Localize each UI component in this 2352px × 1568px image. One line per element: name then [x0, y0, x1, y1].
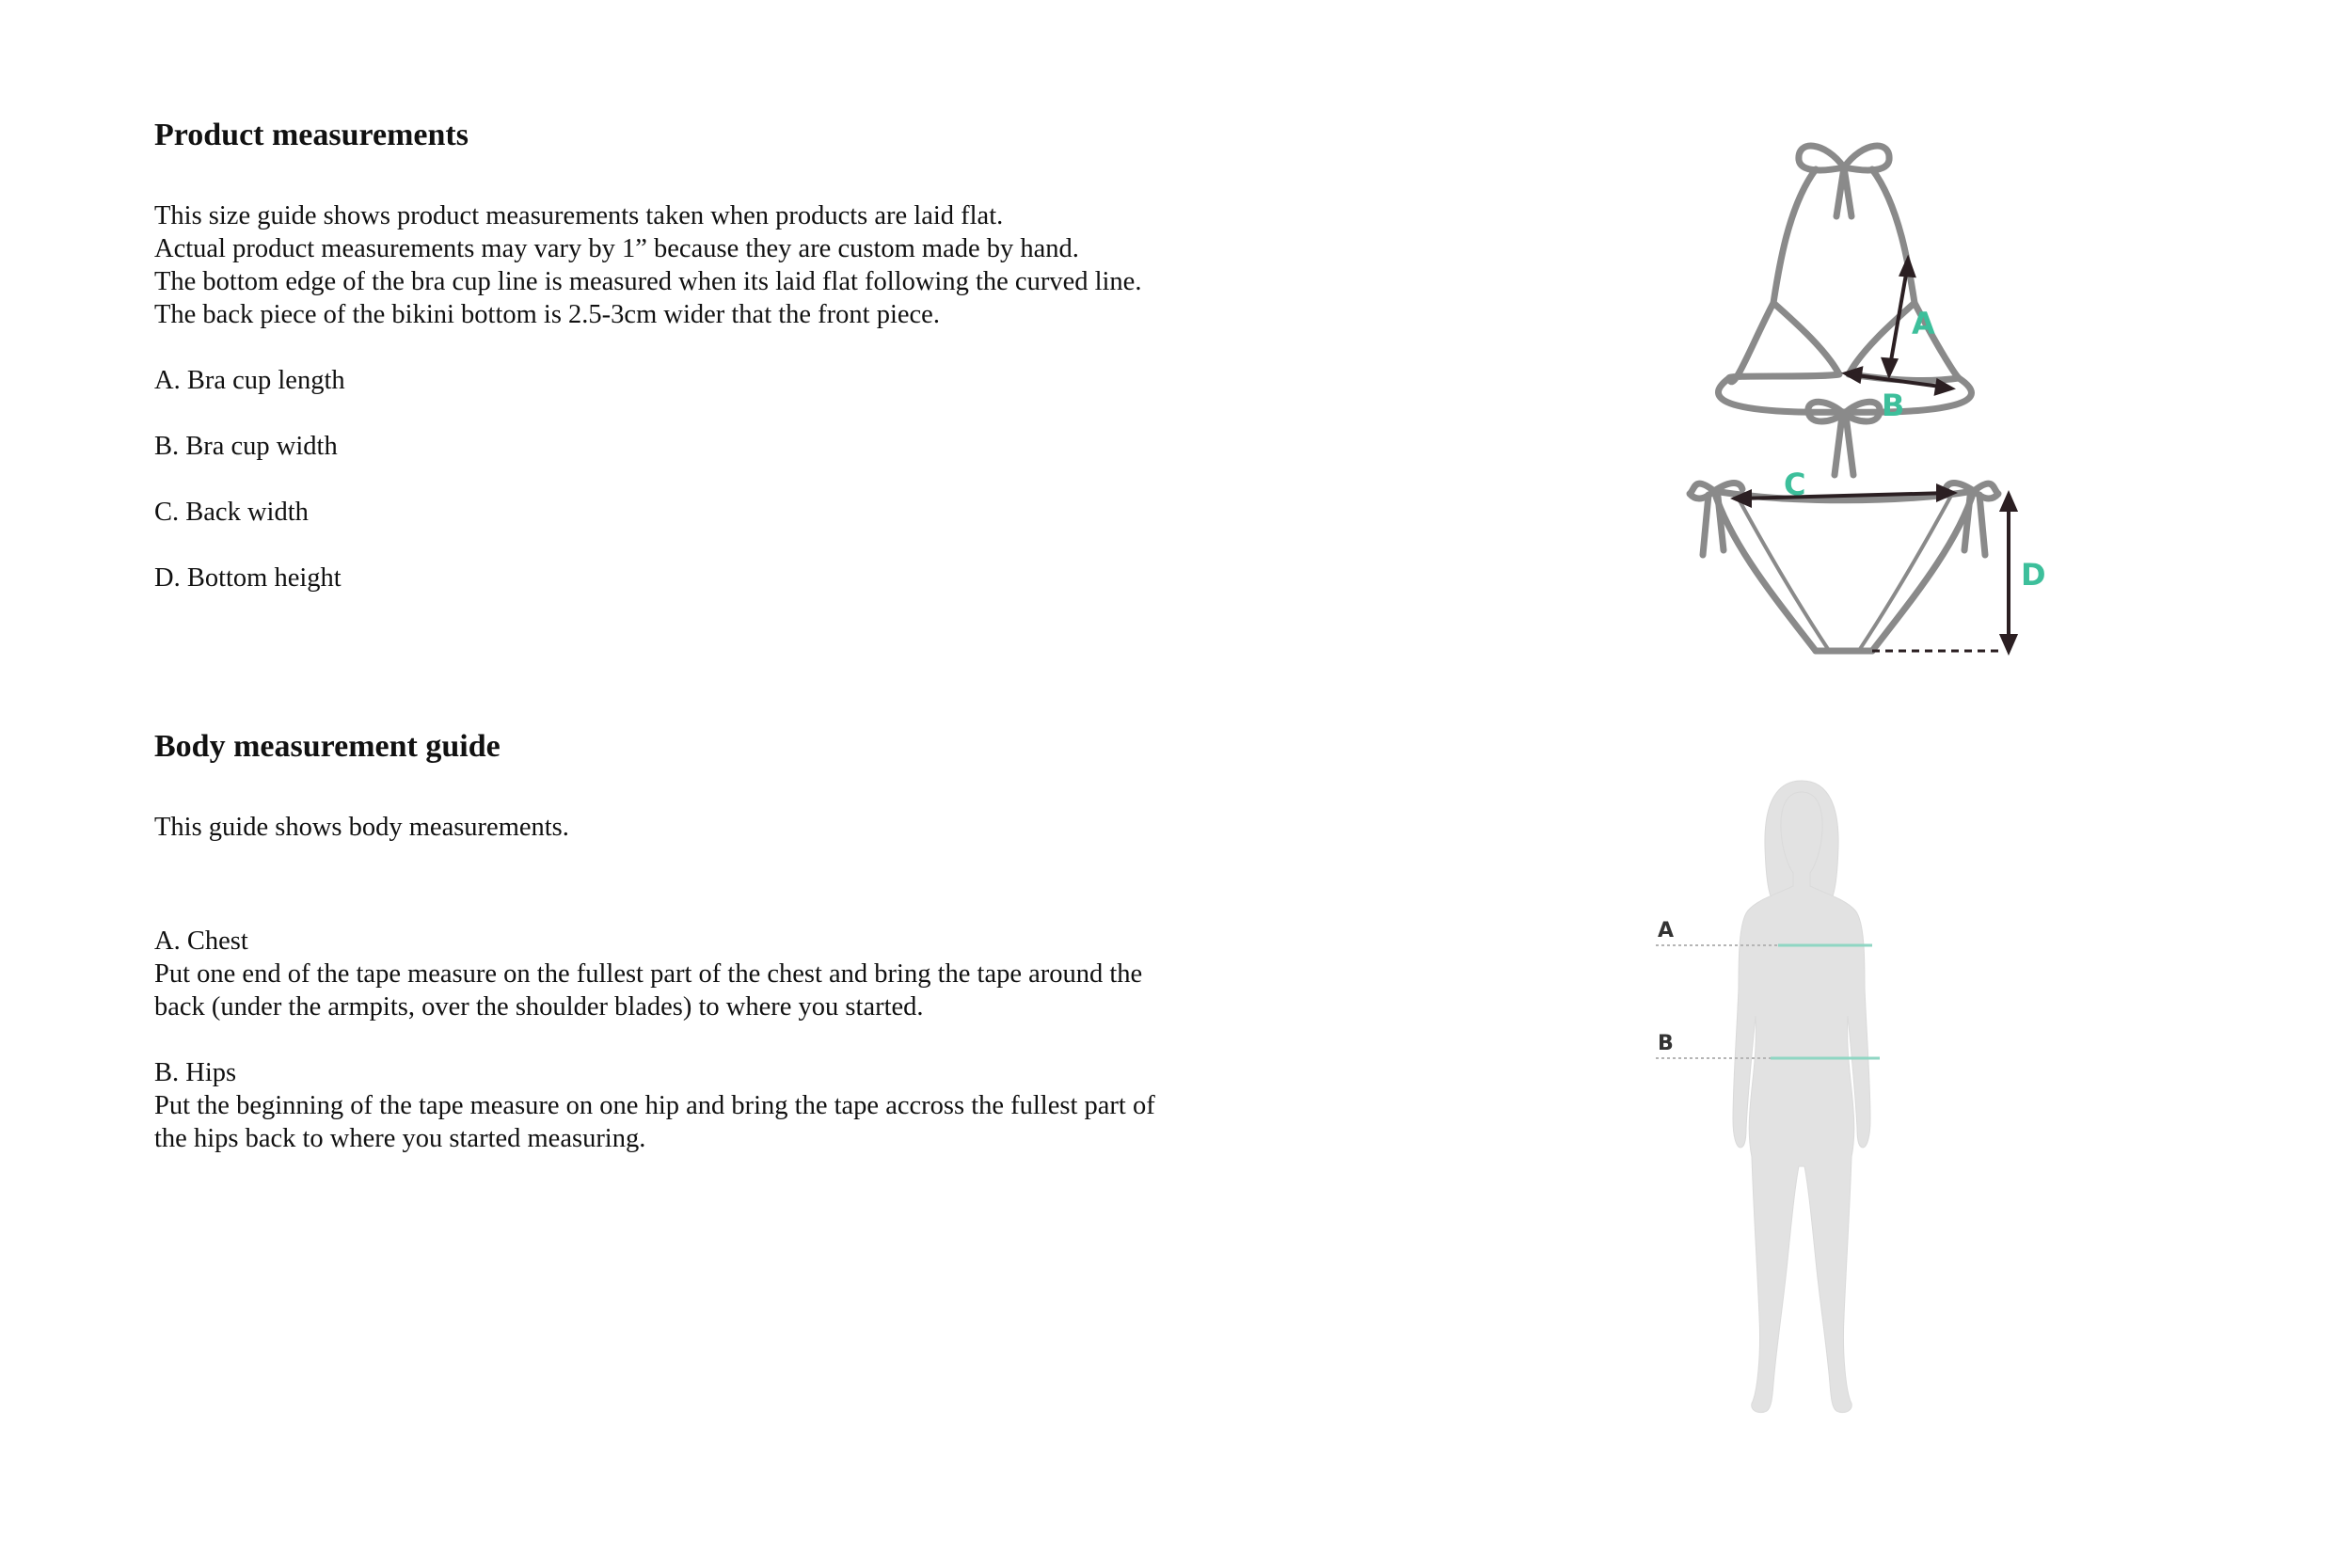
- product-measurement-list: [154, 364, 1283, 627]
- arrow-a-head-bottom: [1883, 359, 1896, 374]
- body-intro-line: This guide shows body measurements.: [154, 813, 569, 842]
- hips-instruction-line: the hips back to where you started measuring.: [154, 1124, 646, 1153]
- bottom-left-side: [1714, 491, 1816, 651]
- left-side-tie-ends: [1703, 495, 1724, 555]
- figure-label-b: B: [1658, 1032, 1674, 1055]
- product-description-line: The back piece of the bikini bottom is 2.5-3cm wider that the front piece.: [154, 300, 940, 329]
- body-intro: [154, 811, 1283, 844]
- product-description-line: Actual product measurements may vary by 1” because they are custom made by hand.: [154, 234, 1079, 263]
- diagram-label-c: C: [1784, 467, 1806, 502]
- back-tie-ends: [1835, 416, 1853, 475]
- chest-instruction-line: back (under the armpits, over the shoulder blades) to where you started.: [154, 992, 924, 1022]
- hips-section: [154, 1056, 1283, 1155]
- right-cup: [1849, 303, 1959, 381]
- body-measurement-sections: [154, 925, 1283, 1188]
- chest-title: A. Chest: [154, 927, 248, 956]
- neck-bow-right-loop: [1844, 146, 1889, 170]
- body-measurement-heading: Body measurement guide: [154, 729, 501, 764]
- hips-title: B. Hips: [154, 1058, 237, 1087]
- arrow-b-head-right: [1936, 381, 1951, 393]
- chest-instruction-line: Put one end of the tape measure on the fullest part of the chest and bring the tape around the: [154, 959, 1143, 989]
- bottom-inner-right: [1860, 494, 1952, 649]
- bottom-right-side: [1872, 491, 1974, 651]
- right-side-tie-ends: [1964, 495, 1985, 555]
- chest-section: [154, 925, 1283, 1023]
- left-cup: [1729, 303, 1839, 382]
- arrow-a: [1889, 263, 1908, 372]
- product-measurements-heading: Product measurements: [154, 118, 469, 152]
- diagram-label-d: D: [2021, 557, 2046, 593]
- list-item-bottom-height: D. Bottom height: [154, 563, 342, 593]
- silhouette-body: [1733, 792, 1870, 1413]
- neck-strap: [1773, 169, 1915, 303]
- list-item-back-width: C. Back width: [154, 498, 309, 527]
- bottom-inner-left: [1736, 494, 1828, 649]
- neck-bow-left-loop: [1799, 146, 1844, 170]
- bikini-diagram: [1675, 132, 2046, 658]
- figure-label-a: A: [1658, 919, 1675, 942]
- body-silhouette-figure: [1646, 771, 1966, 1420]
- product-description: [154, 199, 1283, 331]
- product-description-line: This size guide shows product measurements taken when products are laid flat.: [154, 201, 1004, 230]
- neck-tie-ends: [1836, 167, 1851, 216]
- arrow-a-head-top: [1901, 260, 1914, 276]
- product-description-line: The bottom edge of the bra cup line is measured when its laid flat following the curved line.: [154, 267, 1142, 296]
- arrow-d-head-bottom: [2002, 636, 2015, 651]
- list-item-bra-cup-length: A. Bra cup length: [154, 366, 345, 395]
- diagram-label-a: A: [1912, 306, 1935, 341]
- diagram-label-b: B: [1882, 388, 1905, 423]
- hips-instruction-line: Put the beginning of the tape measure on one hip and bring the tape accross the fullest part of: [154, 1091, 1155, 1120]
- list-item-bra-cup-width: B. Bra cup width: [154, 432, 338, 461]
- arrow-d-head-top: [2002, 495, 2015, 510]
